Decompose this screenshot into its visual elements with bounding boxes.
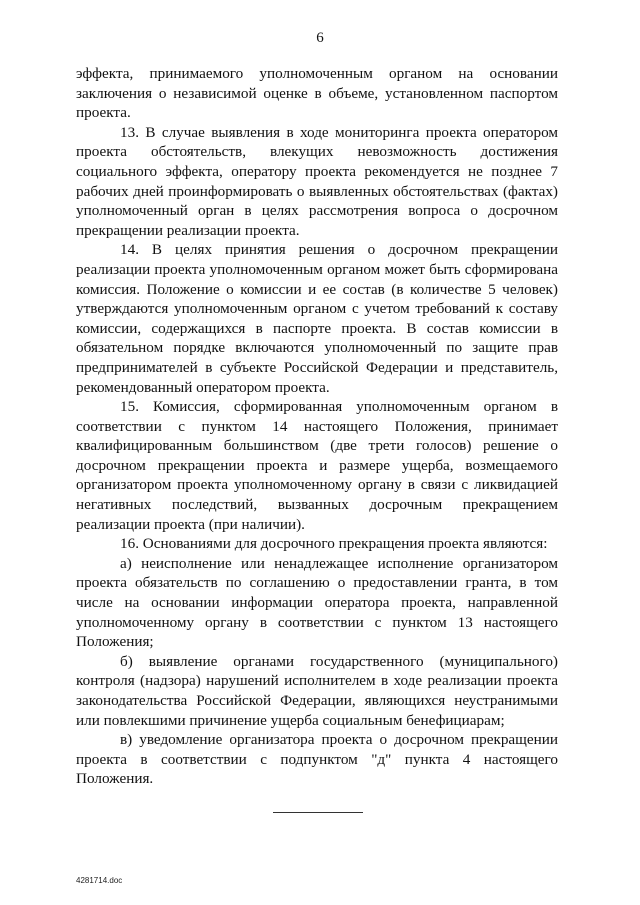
file-name-footer: 4281714.doc [76,876,123,885]
paragraph-continuation: эффекта, принимаемого уполномоченным органом на основании заключения о независимой оценке в объеме, установленном паспортом проекта. [76,65,558,122]
paragraph-16-a: а) неисполнение или ненадлежащее исполнение организатором проекта обязательств по соглашению о предоставлении гранта, в том числе на основании информации оператора проекта, направленной уполномоченному органу в соответствии с пунктом 13 настоящего Положения; [76,554,558,651]
paragraph-14: 14. В целях принятия решения о досрочном прекращении реализации проекта уполномоченным органом может быть сформирована комиссия. Положение о комиссии и ее состав (в количестве 5 человек) утверждаются уполномоченным органом с учетом требований к составу комиссии, содержащихся в паспорте проекта. В состав комиссии в обязательном порядке включаются уполномоченный по защите прав предпринимателей в субъекте Российской Федерации и представитель, рекомендованный оператором проекта. [76,241,558,396]
end-separator-line [273,812,363,813]
paragraph-16-b: б) выявление органами государственного (муниципального) контроля (надзора) нарушений исполнителем в ходе реализации проекта законодательства Российской Федерации, являющихся неустранимыми или повлекшими причинение ущерба социальным бенефициарам; [76,652,558,729]
document-body [76,64,558,789]
paragraph-15: 15. Комиссия, сформированная уполномоченным органом в соответствии с пунктом 14 настоящего Положения, принимает квалифицированным большинством (две трети голосов) решение о досрочном прекращении проекта и размере ущерба, возмещаемого организатором проекта уполномоченному органу в связи с ликвидацией негативных последствий, вызванных досрочным прекращением реализации проекта (при наличии). [76,398,558,533]
paragraph-13: 13. В случае выявления в ходе мониторинга проекта оператором проекта обстоятельств, влекущих невозможность достижения социального эффекта, оператору проекта рекомендуется не позднее 7 рабочих дней проинформировать о выявленных обстоятельствах (фактах) уполномоченный орган в целях рассмотрения вопроса о досрочном прекращении реализации проекта. [76,123,558,239]
page-number: 6 [316,30,324,46]
paragraph-16: 16. Основаниями для досрочного прекращения проекта являются: [120,535,548,553]
paragraph-16-v: в) уведомление организатора проекта о досрочном прекращении проекта в соответствии с подпунктом "д" пункта 4 настоящего Положения. [76,731,558,788]
